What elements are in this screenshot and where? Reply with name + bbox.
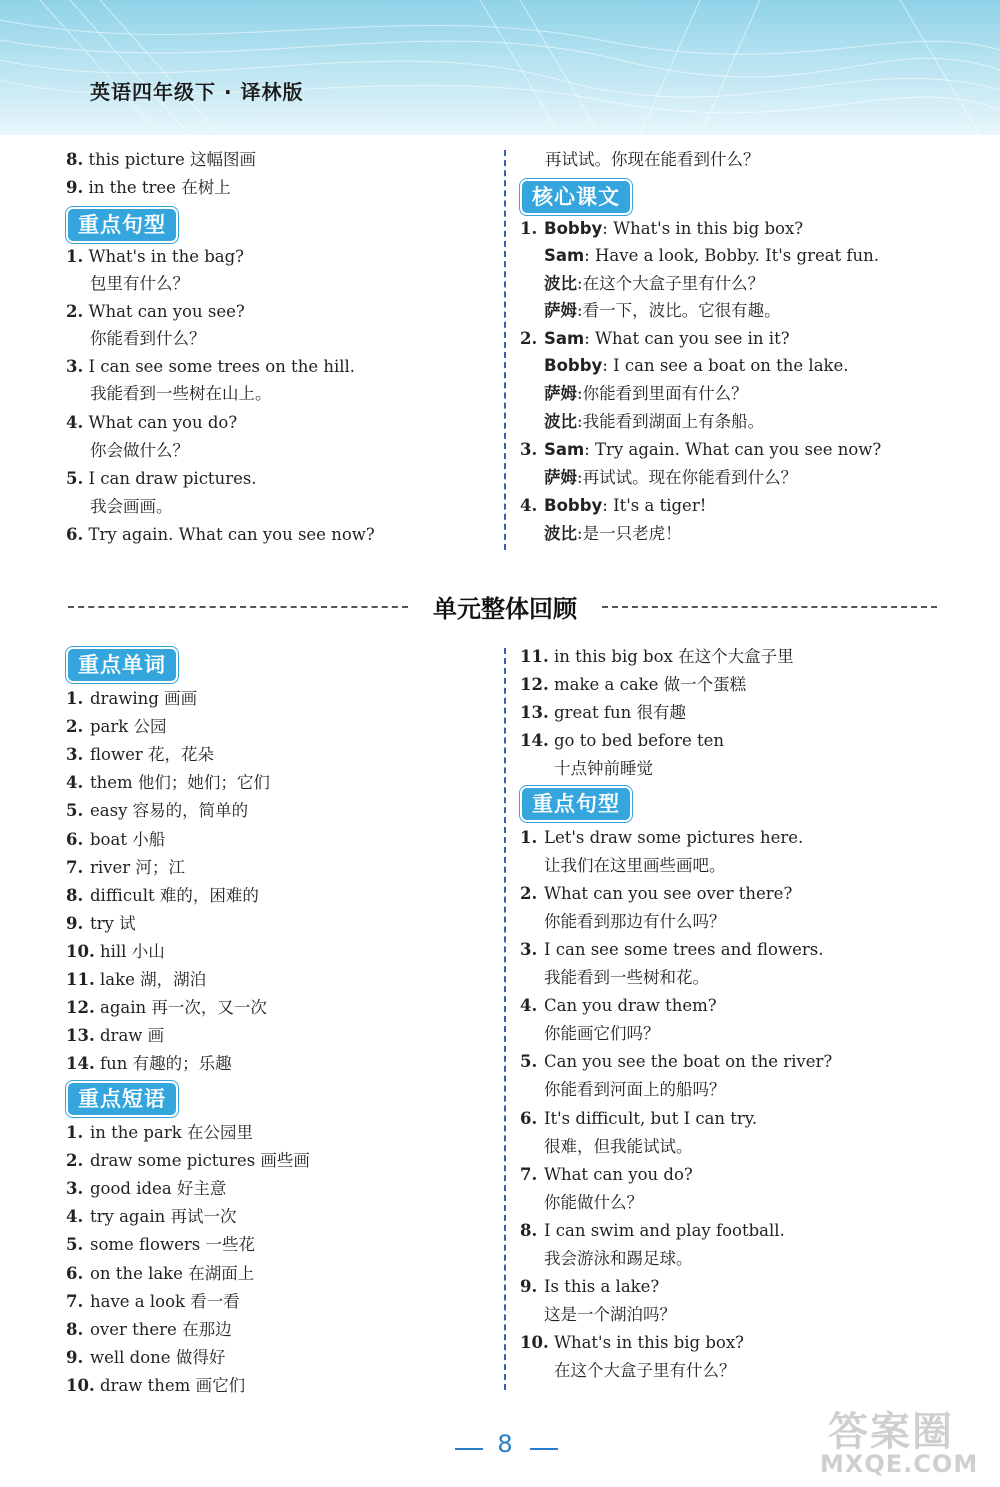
column-divider-top (504, 150, 506, 550)
item-text: in the park 在公园里 (90, 1123, 253, 1142)
footer-line-right (530, 1448, 558, 1450)
separator: : (602, 496, 614, 515)
dialog-line (520, 219, 803, 239)
sentence-en (520, 1277, 659, 1297)
item-number: 12. (66, 998, 95, 1017)
item-number: 4. (520, 996, 538, 1015)
item-text: draw them 画它们 (100, 1376, 246, 1395)
item-number: 10. (66, 942, 95, 961)
list-item (66, 1179, 226, 1199)
separator: : (577, 524, 583, 543)
item-text: Try again. What can you see now? (88, 525, 375, 544)
item-text: What's in this big box? (554, 1333, 744, 1352)
item-text: try again 再试一次 (90, 1207, 237, 1226)
item-number: 5. (66, 469, 84, 488)
item-number: 6. (66, 830, 84, 849)
dialog-line (544, 301, 781, 321)
tag-key-phrases: 重点短语 (66, 1081, 178, 1117)
item-text: Can you see the boat on the river? (544, 1052, 833, 1071)
list-item (66, 1235, 255, 1255)
speaker: Bobby (544, 219, 603, 238)
item-number: 3. (520, 940, 538, 959)
item-text: go to bed before ten (554, 731, 724, 750)
item-number: 3. (66, 1179, 84, 1198)
item-text: Is this a lake? (544, 1277, 660, 1296)
sentence-zh: 我会游泳和踢足球。 (544, 1249, 693, 1268)
dialog-line (544, 356, 849, 376)
header-banner (0, 0, 1000, 135)
sentence-en (520, 828, 803, 848)
item-text: What can you do? (544, 1165, 693, 1184)
separator: : (577, 274, 583, 293)
sentence-zh: 你会做什么？ (90, 441, 189, 460)
item-number: 10. (520, 1333, 549, 1352)
item-number: 3. (66, 745, 84, 764)
list-item (66, 858, 185, 878)
item-text: boat 小船 (90, 830, 166, 849)
item-number: 9. (66, 1348, 84, 1367)
tag-core-text: 核心课文 (520, 179, 632, 215)
item-number: 5. (66, 1235, 84, 1254)
dialog-line (544, 468, 797, 488)
item-text: in this big box 在这个大盒子里 (554, 647, 794, 666)
item-text: this picture 这幅图画 (88, 150, 256, 169)
section-title (0, 589, 1000, 623)
item-number: 3. (520, 440, 538, 459)
item-text: river 河；江 (90, 858, 185, 877)
sentence-en (66, 413, 237, 433)
item-text: have a look 看一看 (90, 1292, 240, 1311)
sentence-zh: 你能看到那边有什么吗？ (544, 912, 726, 931)
line-text: 在这个大盒子里有什么？ (582, 274, 765, 293)
item-text: hill 小山 (100, 942, 165, 961)
item-translation: 十点钟前睡觉 (554, 759, 653, 778)
line-text: What can you see in it? (595, 329, 790, 348)
sentence-en (66, 302, 245, 322)
item-text: them 他们；她们；它们 (90, 773, 270, 792)
watermark-logo (820, 1400, 990, 1480)
speaker: 萨姆 (544, 384, 577, 403)
item-number: 1. (520, 828, 538, 847)
dialog-line (544, 246, 879, 266)
item-number: 14. (66, 1054, 95, 1073)
speaker: Sam (544, 246, 585, 265)
list-item (66, 1054, 232, 1074)
sentence-zh: 你能画它们吗？ (544, 1024, 660, 1043)
page-number: 8 (497, 1430, 513, 1458)
item-text: make a cake 做一个蛋糕 (554, 675, 747, 694)
sentence-en (66, 357, 355, 377)
section-title-text: 单元整体回顾 (433, 595, 577, 623)
line-text: 我能看到湖面上有条船。 (582, 412, 765, 431)
separator: : (577, 468, 583, 487)
item-number: 5. (520, 1052, 538, 1071)
sentence-zh: 再试试。你现在能看到什么？ (545, 150, 760, 169)
list-item (66, 998, 267, 1018)
sentence-zh: 你能做什么？ (544, 1193, 643, 1212)
item-number: 6. (66, 1264, 84, 1283)
item-number: 7. (520, 1165, 538, 1184)
speaker: 波比 (544, 412, 577, 431)
line-text: I can see a boat on the lake. (613, 356, 849, 375)
item-text: What can you do? (88, 413, 238, 432)
list-item (66, 1264, 254, 1284)
list-item (520, 647, 794, 667)
item-text: flower 花，花朵 (90, 745, 214, 764)
item-number: 8. (66, 1320, 84, 1339)
item-text: Let's draw some pictures here. (544, 828, 804, 847)
list-item (66, 745, 214, 765)
item-text: good idea 好主意 (90, 1179, 227, 1198)
item-number: 4. (66, 413, 84, 432)
item-text: draw some pictures 画些画 (90, 1151, 310, 1170)
speaker: 波比 (544, 274, 577, 293)
item-text: try 试 (90, 914, 136, 933)
header-pattern (0, 0, 1000, 135)
list-item (66, 914, 136, 934)
sentence-en (520, 1333, 744, 1353)
item-text: again 再一次，又一次 (100, 998, 267, 1017)
item-number: 1. (66, 247, 84, 266)
line-text: Have a look, Bobby. It's great fun. (595, 246, 880, 265)
tag-key-sentences: 重点句型 (66, 207, 178, 243)
item-text: easy 容易的，简单的 (90, 801, 249, 820)
list-item (66, 1026, 164, 1046)
sentence-zh: 这是一个湖泊吗？ (544, 1305, 676, 1324)
sentence-en (520, 1052, 832, 1072)
speaker: Bobby (544, 356, 603, 375)
watermark-top-text: 答案圈 (828, 1409, 954, 1455)
item-number: 7. (66, 858, 84, 877)
item-number: 4. (66, 773, 84, 792)
list-item (66, 1151, 310, 1171)
separator: : (584, 329, 596, 348)
sentence-en (66, 247, 244, 267)
list-item (520, 731, 724, 751)
item-number: 13. (66, 1026, 95, 1045)
section-dash-right (602, 606, 937, 608)
list-item (66, 150, 256, 170)
list-item (66, 689, 197, 709)
separator: : (602, 356, 614, 375)
item-text: some flowers 一些花 (90, 1235, 255, 1254)
list-item (66, 1376, 245, 1396)
item-number: 2. (66, 302, 84, 321)
separator: : (577, 412, 583, 431)
sentence-zh: 包里有什么？ (90, 274, 189, 293)
list-item (66, 970, 206, 990)
sentence-zh: 很难，但我能试试。 (544, 1137, 693, 1156)
line-text: 看一下，波比。它很有趣。 (582, 301, 781, 320)
item-text: It's difficult, but I can try. (544, 1109, 758, 1128)
list-item (66, 886, 259, 906)
separator: : (584, 246, 596, 265)
line-text: 再试试。现在你能看到什么？ (582, 468, 798, 487)
item-number: 8. (520, 1221, 538, 1240)
item-number: 2. (520, 884, 538, 903)
sentence-en (520, 940, 823, 960)
sentence-en (520, 1221, 785, 1241)
sentence-zh: 让我们在这里画些画吧。 (544, 856, 726, 875)
dialog-line (544, 274, 764, 294)
item-number: 9. (520, 1277, 538, 1296)
item-text: on the lake 在湖面上 (90, 1264, 255, 1283)
speaker: 波比 (544, 524, 577, 543)
item-number: 5. (66, 801, 84, 820)
dialog-line (520, 440, 881, 460)
sentence-zh: 我能看到一些树和花。 (544, 968, 709, 987)
header-title: 英语四年级下 · 译林版 (90, 80, 304, 104)
item-text: I can draw pictures. (88, 469, 257, 488)
speaker: Sam (544, 440, 585, 459)
line-text: It's a tiger! (613, 496, 707, 515)
line-text: Try again. What can you see now? (595, 440, 882, 459)
sentence-en (520, 884, 792, 904)
item-text: difficult 难的，困难的 (90, 886, 259, 905)
list-item (66, 1348, 225, 1368)
item-number: 14. (520, 731, 549, 750)
speaker: Bobby (544, 496, 603, 515)
item-text: in the tree 在树上 (88, 178, 231, 197)
item-number: 10. (66, 1376, 95, 1395)
separator: : (584, 440, 596, 459)
item-number: 11. (66, 970, 95, 989)
sentence-zh: 我能看到一些树在山上。 (90, 384, 272, 403)
line-text: 你能看到里面有什么？ (582, 384, 748, 403)
item-number: 9. (66, 178, 84, 197)
list-item (520, 675, 746, 695)
item-text: draw 画 (100, 1026, 165, 1045)
item-text: park 公园 (90, 717, 167, 736)
list-item (66, 1292, 240, 1312)
dialog-line (544, 412, 764, 432)
item-number: 2. (66, 1151, 84, 1170)
list-item (66, 773, 270, 793)
item-text: drawing 画画 (90, 689, 198, 708)
item-text: fun 有趣的；乐趣 (100, 1054, 232, 1073)
sentence-zh: 我会画画。 (90, 497, 173, 516)
item-text: What can you see? (88, 302, 245, 321)
item-number: 13. (520, 703, 549, 722)
item-number: 1. (520, 219, 538, 238)
separator: : (577, 301, 583, 320)
item-number: 12. (520, 675, 549, 694)
section-dash-left (68, 606, 408, 608)
item-text: What can you see over there? (544, 884, 793, 903)
item-text: well done 做得好 (90, 1348, 226, 1367)
item-number: 1. (66, 689, 84, 708)
item-text: What's in the bag? (88, 247, 245, 266)
item-number: 11. (520, 647, 549, 666)
item-text: over there 在那边 (90, 1320, 232, 1339)
watermark-bottom-text: MXQE.COM (820, 1450, 979, 1478)
item-number: 8. (66, 886, 84, 905)
separator: : (602, 219, 614, 238)
sentence-zh: 你能看到什么？ (90, 329, 206, 348)
line-text: What's in this big box? (613, 219, 804, 238)
item-number: 7. (66, 1292, 84, 1311)
list-item (66, 1207, 236, 1227)
dialog-line (520, 496, 706, 516)
column-divider-bottom (504, 648, 506, 1390)
item-number: 1. (66, 1123, 84, 1142)
item-number: 3. (66, 357, 84, 376)
item-number: 2. (66, 717, 84, 736)
item-number: 6. (66, 525, 84, 544)
item-text: I can swim and play football. (544, 1221, 785, 1240)
sentence-zh: 在这个大盒子里有什么？ (554, 1361, 736, 1380)
sentence-en (520, 996, 717, 1016)
sentence-zh: 你能看到河面上的船吗？ (544, 1080, 726, 1099)
item-text: great fun 很有趣 (554, 703, 687, 722)
item-text: I can see some trees on the hill. (88, 357, 356, 376)
list-item (520, 703, 686, 723)
sentence-en (520, 1165, 693, 1185)
tag-key-sentences-review: 重点句型 (520, 786, 632, 822)
item-number: 9. (66, 914, 84, 933)
list-item (66, 801, 248, 821)
item-number: 4. (520, 496, 538, 515)
speaker: 萨姆 (544, 301, 577, 320)
item-number: 8. (66, 150, 84, 169)
dialog-line (544, 524, 682, 544)
list-item (66, 1320, 232, 1340)
item-text: I can see some trees and flowers. (544, 940, 824, 959)
item-number: 2. (520, 329, 538, 348)
list-item (66, 717, 167, 737)
speaker: Sam (544, 329, 585, 348)
dialog-line (544, 384, 748, 404)
item-text: lake 湖，湖泊 (100, 970, 207, 989)
list-item (66, 1123, 253, 1143)
sentence-en (66, 469, 257, 489)
item-number: 4. (66, 1207, 84, 1226)
sentence-en (66, 525, 375, 545)
separator: : (577, 384, 583, 403)
sentence-en (520, 1109, 757, 1129)
speaker: 萨姆 (544, 468, 577, 487)
dialog-line (520, 329, 790, 349)
list-item (66, 178, 231, 198)
item-text: Can you draw them? (544, 996, 717, 1015)
list-item (66, 830, 165, 850)
line-text: 是一只老虎！ (582, 524, 682, 543)
list-item (66, 942, 165, 962)
tag-key-words: 重点单词 (66, 647, 178, 683)
item-number: 6. (520, 1109, 538, 1128)
